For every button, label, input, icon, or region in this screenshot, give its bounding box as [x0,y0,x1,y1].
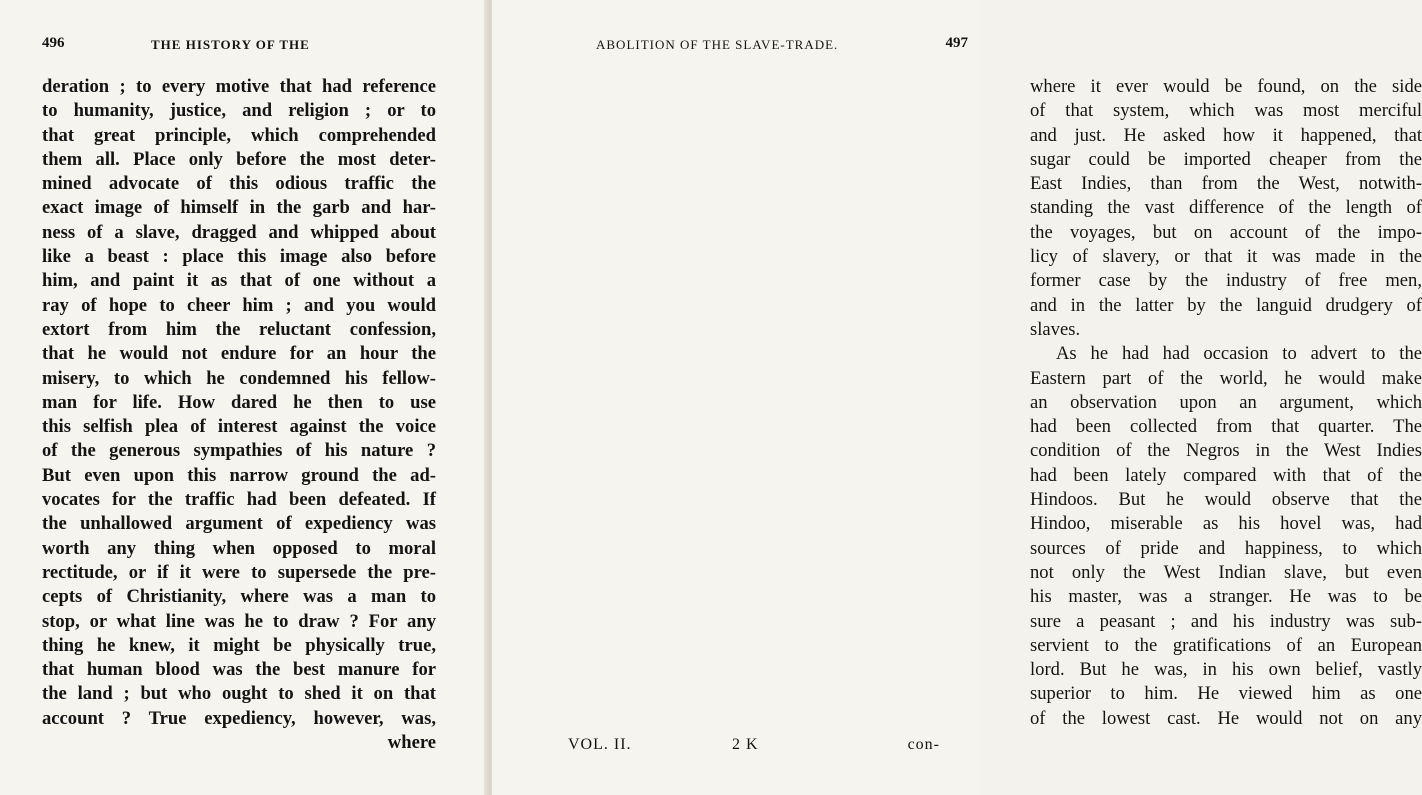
text-line: Hindoo, miserable as his hovel was, had [1030,513,1422,535]
text-line: of that system, which was most merciful [1030,100,1422,122]
volume-label: VOL. II. [568,736,632,753]
text-line: where it ever would be found, on the side [1030,76,1422,97]
left-page [0,0,488,795]
right-page [492,0,1422,795]
right-page-text [1030,75,1422,731]
text-line: this selfish plea of interest against the voice [42,416,436,438]
text-line: sure a peasant ; and his industry was sub- [1030,610,1422,632]
text-line: standing the vast difference of the length of [1030,197,1422,219]
text-line: not only the West Indian slave, but even [1030,561,1422,583]
text-line: Eastern part of the world, he would make [1030,367,1422,389]
signature-mark: 2 K [732,736,759,753]
text-line: ness of a slave, dragged and whipped about [42,221,436,243]
left-page-header [42,36,452,58]
text-line: them all. Place only before the most deter- [42,148,436,170]
running-title: ABOLITION OF THE SLAVE-TRADE. [596,37,839,52]
text-line: his master, was a stranger. He was to be [1030,586,1422,608]
text-line: East Indies, than from the West, notwith- [1030,173,1422,195]
text-line: deration ; to every motive that had reference [42,76,436,97]
text-line: stop, or what line was he to draw ? For any [42,610,436,632]
text-line: servient to the gratifications of an European [1030,634,1422,656]
text-line: that human blood was the best manure for [42,659,436,681]
running-title: THE HISTORY OF THE [151,37,310,52]
catchword: where [387,732,436,754]
text-line: man for life. How dared he then to use [42,391,436,413]
right-page-header [596,36,968,58]
text-line: and just. He asked how it happened, that [1030,124,1422,146]
text-line: had been collected from that quarter. The [1030,416,1422,438]
text-line: the unhallowed argument of expediency was [42,513,436,535]
text-line: that great principle, which comprehended [42,124,436,146]
text-line: an observation upon an argument, which [1030,391,1422,413]
text-line: former case by the industry of free men, [1030,270,1422,292]
text-line: As he had had occasion to advert to the [1056,343,1422,365]
text-line: extort from him the reluctant confession, [42,318,436,340]
catchword: con- [907,736,940,753]
text-line: worth any thing when opposed to moral [42,537,436,559]
text-line: had been lately compared with that of the [1030,464,1422,486]
text-line: misery, to which he condemned his fellow- [42,367,436,389]
page-number: 497 [945,35,968,51]
text-line: and in the latter by the languid drudgery of [1030,294,1422,316]
text-line: vocates for the traffic had been defeated. If [42,489,436,511]
page-number: 496 [42,35,65,51]
text-line: the voyages, but on account of the impo- [1030,221,1422,243]
text-line: exact image of himself in the garb and har- [42,197,436,219]
text-line: thing he knew, it might be physically true, [42,634,436,656]
text-line: that he would not endure for an hour the [42,343,436,365]
text-line: the land ; but who ought to shed it on that [42,683,436,705]
text-line: condition of the Negros in the West Indies [1030,440,1422,462]
text-line: licy of slavery, or that it was made in the [1030,246,1422,268]
text-line: superior to him. He viewed him as one [1030,683,1422,705]
text-line: of the lowest cast. He would not on any [1030,707,1422,729]
text-line: to humanity, justice, and religion ; or to [42,100,436,122]
text-line: mined advocate of this odious traffic the [42,173,436,195]
text-line: account ? True expediency, however, was, [42,707,436,729]
text-line: him, and paint it as that of one without a [42,270,436,292]
text-line: ray of hope to cheer him ; and you would [42,294,436,316]
text-line: sugar could be imported cheaper from the [1030,148,1422,170]
text-line: lord. But he was, in his own belief, vastly [1030,659,1422,681]
left-page-text [42,75,436,755]
text-line: like a beast : place this image also before [42,246,436,268]
text-line: slaves. [1030,318,1081,340]
text-line: sources of pride and happiness, to which [1030,537,1422,559]
text-line: of the generous sympathies of his nature ? [42,440,436,462]
text-line: cepts of Christianity, where was a man to [42,586,436,608]
text-line: But even upon this narrow ground the ad- [42,464,436,486]
text-line: Hindoos. But he would observe that the [1030,489,1422,511]
text-line: rectitude, or if it were to supersede the pre- [42,561,436,583]
